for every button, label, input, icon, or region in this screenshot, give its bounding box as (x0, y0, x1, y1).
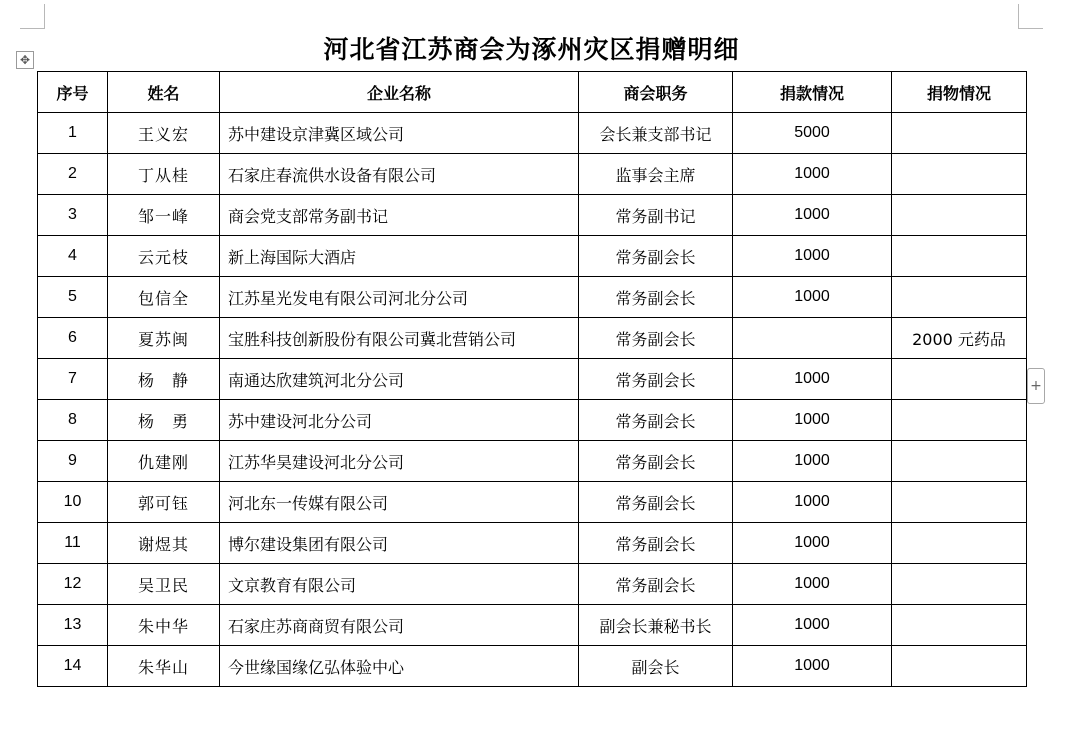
cell-no[interactable]: 6 (38, 318, 108, 359)
cell-money[interactable]: 1000 (733, 646, 892, 687)
cell-company[interactable]: 商会党支部常务副书记 (220, 195, 579, 236)
cell-company[interactable]: 江苏华昊建设河北分公司 (220, 441, 579, 482)
cell-role[interactable]: 常务副书记 (579, 195, 733, 236)
table-row (38, 400, 1027, 441)
cell-name[interactable]: 仇建刚 (108, 441, 220, 482)
cell-company[interactable]: 宝胜科技创新股份有限公司冀北营销公司 (220, 318, 579, 359)
header-goods: 捐物情况 (892, 72, 1027, 113)
header-name: 姓名 (108, 72, 220, 113)
document-title: 河北省江苏商会为涿州灾区捐赠明细 (323, 35, 740, 64)
cell-no[interactable]: 2 (38, 154, 108, 195)
table-row (38, 564, 1027, 605)
header-money: 捐款情况 (733, 72, 892, 113)
cell-company[interactable]: 新上海国际大酒店 (220, 236, 579, 277)
cell-money[interactable]: 1000 (733, 605, 892, 646)
cell-company[interactable]: 苏中建设京津冀区域公司 (220, 113, 579, 154)
cell-goods[interactable] (892, 441, 1027, 482)
cell-no[interactable]: 10 (38, 482, 108, 523)
cell-goods[interactable] (892, 564, 1027, 605)
header-role: 商会职务 (579, 72, 733, 113)
cell-name[interactable]: 杨 静 (108, 359, 220, 400)
cell-money[interactable]: 1000 (733, 236, 892, 277)
cell-no[interactable]: 11 (38, 523, 108, 564)
cell-company[interactable]: 今世缘国缘亿弘体验中心 (220, 646, 579, 687)
cell-no[interactable]: 8 (38, 400, 108, 441)
cell-name[interactable]: 邹一峰 (108, 195, 220, 236)
cell-money[interactable]: 1000 (733, 277, 892, 318)
cell-role[interactable]: 副会长 (579, 646, 733, 687)
cell-role[interactable]: 副会长兼秘书长 (579, 605, 733, 646)
cell-company[interactable]: 江苏星光发电有限公司河北分公司 (220, 277, 579, 318)
cell-company[interactable]: 南通达欣建筑河北分公司 (220, 359, 579, 400)
plus-icon: + (1030, 378, 1042, 394)
cell-name[interactable]: 云元枝 (108, 236, 220, 277)
cell-company[interactable]: 河北东一传媒有限公司 (220, 482, 579, 523)
table-row (38, 646, 1027, 687)
cell-goods[interactable] (892, 359, 1027, 400)
cell-company[interactable]: 石家庄春流供水设备有限公司 (220, 154, 579, 195)
cell-no[interactable]: 4 (38, 236, 108, 277)
crop-mark-top-right (1018, 4, 1043, 29)
cell-name[interactable]: 夏苏闽 (108, 318, 220, 359)
cell-no[interactable]: 5 (38, 277, 108, 318)
cell-goods[interactable] (892, 277, 1027, 318)
cell-money[interactable]: 1000 (733, 482, 892, 523)
table-row (38, 113, 1027, 154)
cell-money[interactable]: 1000 (733, 441, 892, 482)
table-row (38, 359, 1027, 400)
cell-name[interactable]: 郭可钰 (108, 482, 220, 523)
cell-money[interactable]: 5000 (733, 113, 892, 154)
cell-name[interactable]: 王义宏 (108, 113, 220, 154)
cell-no[interactable]: 14 (38, 646, 108, 687)
cell-money[interactable]: 1000 (733, 195, 892, 236)
crop-mark-top-left (20, 4, 45, 29)
cell-name[interactable]: 谢煜其 (108, 523, 220, 564)
table-row (38, 318, 1027, 359)
cell-money[interactable]: 1000 (733, 400, 892, 441)
cell-money[interactable] (733, 318, 892, 359)
cell-role[interactable]: 监事会主席 (579, 154, 733, 195)
cell-name[interactable]: 丁从桂 (108, 154, 220, 195)
cell-role[interactable]: 常务副会长 (579, 441, 733, 482)
cell-name[interactable]: 朱华山 (108, 646, 220, 687)
cell-role[interactable]: 常务副会长 (579, 359, 733, 400)
cell-role[interactable]: 常务副会长 (579, 277, 733, 318)
cell-name[interactable]: 杨 勇 (108, 400, 220, 441)
header-no: 序号 (38, 72, 108, 113)
cell-role[interactable]: 常务副会长 (579, 400, 733, 441)
cell-goods[interactable] (892, 236, 1027, 277)
cell-name[interactable]: 吴卫民 (108, 564, 220, 605)
table-row (38, 482, 1027, 523)
cell-goods[interactable] (892, 605, 1027, 646)
table-row (38, 605, 1027, 646)
cell-no[interactable]: 13 (38, 605, 108, 646)
cell-role[interactable]: 会长兼支部书记 (579, 113, 733, 154)
cell-goods[interactable] (892, 154, 1027, 195)
cell-goods[interactable] (892, 482, 1027, 523)
cell-goods[interactable]: 2000 元药品 (892, 318, 1027, 359)
cell-goods[interactable] (892, 400, 1027, 441)
cell-no[interactable]: 9 (38, 441, 108, 482)
cell-company[interactable]: 石家庄苏商商贸有限公司 (220, 605, 579, 646)
cell-goods[interactable] (892, 646, 1027, 687)
table-row (38, 236, 1027, 277)
cell-company[interactable]: 苏中建设河北分公司 (220, 400, 579, 441)
move-icon: ✥ (19, 53, 31, 67)
cell-company[interactable]: 文京教育有限公司 (220, 564, 579, 605)
cell-role[interactable]: 常务副会长 (579, 236, 733, 277)
cell-money[interactable]: 1000 (733, 359, 892, 400)
cell-no[interactable]: 1 (38, 113, 108, 154)
table-row (38, 441, 1027, 482)
table-row (38, 277, 1027, 318)
table-move-handle[interactable] (16, 51, 34, 69)
table-header-row (38, 72, 1027, 113)
cell-goods[interactable] (892, 195, 1027, 236)
cell-role[interactable]: 常务副会长 (579, 564, 733, 605)
cell-role[interactable]: 常务副会长 (579, 318, 733, 359)
table-row (38, 195, 1027, 236)
cell-no[interactable]: 12 (38, 564, 108, 605)
cell-money[interactable]: 1000 (733, 154, 892, 195)
cell-no[interactable]: 7 (38, 359, 108, 400)
table-body (38, 113, 1027, 687)
cell-money[interactable]: 1000 (733, 523, 892, 564)
cell-company[interactable]: 博尔建设集团有限公司 (220, 523, 579, 564)
cell-role[interactable]: 常务副会长 (579, 523, 733, 564)
cell-no[interactable]: 3 (38, 195, 108, 236)
cell-name[interactable]: 包信全 (108, 277, 220, 318)
cell-goods[interactable] (892, 113, 1027, 154)
add-row-handle[interactable] (1027, 368, 1045, 404)
header-company: 企业名称 (220, 72, 579, 113)
table-row (38, 523, 1027, 564)
table-row (38, 154, 1027, 195)
cell-goods[interactable] (892, 523, 1027, 564)
cell-name[interactable]: 朱中华 (108, 605, 220, 646)
cell-role[interactable]: 常务副会长 (579, 482, 733, 523)
cell-money[interactable]: 1000 (733, 564, 892, 605)
donation-table (37, 71, 1027, 687)
